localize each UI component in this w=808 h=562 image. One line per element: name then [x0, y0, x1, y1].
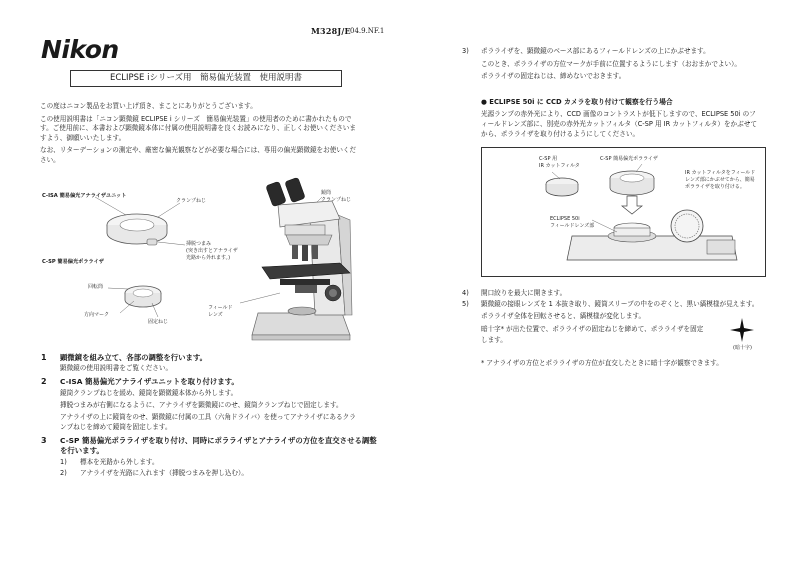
tube-clamp-label: 鏡筒	[321, 190, 332, 196]
field-lens-part-label: フィールドレンズ部	[550, 223, 595, 229]
intro-paragraph	[40, 102, 356, 166]
intro-line: さい。	[40, 155, 60, 164]
insert-knob-label: 挿脱つまみ	[186, 241, 212, 247]
step-heading: 顕微鏡を組み立て、各部の調整を行います。	[60, 353, 208, 362]
ir-filter-illustration	[482, 148, 765, 276]
step-number: 3	[41, 436, 47, 445]
substep-text: 暗十字* が出た位置で、ポラライザの固定ねじを締めて、ポラライザを固定	[481, 325, 704, 333]
step-text: 鏡筒クランプねじを緩め、鏡筒を顕微鏡本体から外します。	[60, 389, 238, 397]
substep-number: 5)	[462, 300, 469, 308]
rotation-ring-label: 回転筒	[88, 284, 104, 290]
step-number: 2	[41, 377, 47, 386]
document-id: M328J/E	[311, 26, 351, 36]
dark-cross-shape	[730, 318, 754, 342]
step-heading: を行います。	[60, 446, 104, 455]
substep-number: 2)	[60, 469, 67, 477]
intro-line: すよう、御願いいたします。	[40, 133, 126, 142]
footnote: * アナライザの方位とポラライザの方位が直交したときに暗十字が観察できます。	[481, 359, 723, 367]
polarizer-label: C-SP 簡易偏光ポラライザ	[42, 259, 104, 265]
ccd-text: 光源ランプの赤外光により、CCD 画像のコントラストが低下しますので、ECLIPSE 50i のフ	[481, 110, 756, 118]
direction-mark-label: 方向マーク	[84, 312, 110, 318]
intro-line: この使用説明書は「ニコン顕微鏡 ECLIPSE i シリーズ 簡易偏光装置」の使用者のために書かれたもので	[40, 114, 352, 123]
step-number: 1	[41, 353, 47, 362]
ccd-heading: ● ECLIPSE 50i に CCD カメラを取り付けて観察を行う場合	[481, 98, 673, 106]
field-lens-part-label: ECLIPSE 50i	[550, 216, 580, 222]
ir-filter-note: レンズ部にかぶせてから、簡易	[685, 177, 755, 183]
ir-filter-label: C-SP 用	[539, 156, 558, 162]
intro-line: す。ご使用前に、本書および顕微鏡本体に付属の使用説明書を良くお読みになり、正しくお使いくださいま	[40, 124, 356, 133]
field-lens-label: レンズ	[208, 312, 223, 318]
substep-text: このとき、ポラライザの方位マークが手前に位置するようにします（おおまかでよい）。	[481, 60, 741, 68]
polarizer-label: C-SP 簡易偏光ポラライザ	[600, 156, 658, 162]
field-lens-label: フィールド	[208, 305, 233, 311]
insert-knob-note: (突き出すとアナライザ	[186, 248, 238, 254]
dark-cross-icon	[730, 318, 754, 342]
nikon-logo: Nikon	[41, 35, 119, 64]
step-text: 顕微鏡の使用説明書をご覧ください。	[60, 364, 173, 372]
substep-text: します。	[481, 336, 507, 344]
substep-text: ポラライザの固定ねじは、締めないでおきます。	[481, 72, 626, 80]
fixing-screw-label: 固定ねじ	[148, 319, 169, 325]
ccd-text: ィールドレンズ部に、別売の赤外光カットフィルタ（C-SP 用 IR カットフィルタ）をかぶせて	[481, 120, 757, 128]
dark-cross-label: (暗十字)	[733, 345, 752, 351]
intro-line: この度はニコン製品をお買い上げ頂き、まことにありがとうございます。	[40, 102, 257, 110]
substep-text: 標本を光路から外します。	[80, 458, 159, 466]
substep-text: 顕微鏡の接眼レンズを 1 本抜き取り、鏡筒スリーブの中をのぞくと、黒い縞模様が見えます。	[481, 300, 759, 308]
substep-text: アナライザを光路に入れます（挿脱つまみを押し込む）。	[80, 469, 248, 477]
substep-text: ポラライザを、顕微鏡のベース部にあるフィールドレンズの上にかぶせます。	[481, 47, 710, 55]
ir-filter-label: IR カットフィルタ	[539, 163, 580, 169]
step-text: 挿脱つまみが右側になるように、アナライザを顕微鏡にのせ、鏡筒クランプねじで固定します。	[60, 401, 343, 409]
document-title: ECLIPSE iシリーズ用 簡易偏光装置 使用説明書	[70, 70, 342, 87]
step-text: アナライザの上に鏡筒をのせ、顕微鏡に付属の工具（六角ドライバ）を使ってアナライザにあるクラ	[60, 413, 356, 421]
insert-knob-note: 光路から外れます。)	[186, 255, 231, 261]
substep-text: 開口絞りを最大に開きます。	[481, 289, 567, 297]
substep-number: 3)	[462, 47, 469, 55]
step-heading: C-ISA 簡易偏光アナライザユニットを取り付けます。	[60, 377, 239, 386]
tube-clamp-label: クランプねじ	[321, 197, 352, 203]
substep-number: 4)	[462, 289, 469, 297]
document-date: 04.9.NF.1	[350, 27, 385, 35]
microscope-figure	[40, 175, 390, 345]
ir-filter-note: ポラライザを取り付ける。	[685, 184, 745, 190]
clamp-screw-label: クランプねじ	[176, 198, 207, 204]
step-text: ンプねじを締めて鏡筒を固定します。	[60, 423, 172, 431]
substep-text: ポラライザ全体を回転させると、縞模様が変化します。	[481, 312, 646, 320]
ir-filter-note: IR カットフィルタをフィールド	[685, 170, 756, 176]
analyzer-unit-label: C-ISA 簡易偏光アナライザユニット	[42, 193, 127, 199]
ir-filter-figure	[481, 147, 766, 277]
intro-line: なお、リターデーションの測定や、厳密な偏光観察などが必要な場合には、専用の偏光顕微鏡をお使いくだ	[40, 146, 357, 155]
ccd-text: から、ポラライザを取り付けるようにしてください。	[481, 130, 640, 138]
step-heading: C-SP 簡易偏光ポラライザを取り付け、同時にポラライザとアナライザの方位を直交させる調整	[60, 436, 377, 445]
substep-number: 1)	[60, 458, 67, 466]
